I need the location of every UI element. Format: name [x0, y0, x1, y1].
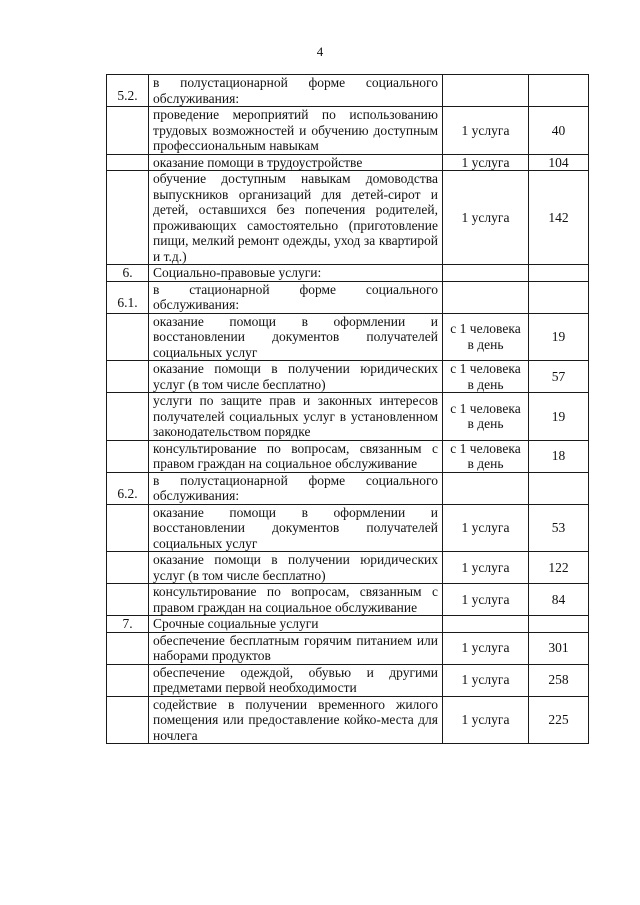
service-row [107, 171, 589, 265]
unit-of-measure: 1 услуга [443, 584, 529, 616]
service-name: оказание помощи в получении юридических услуг (в том числе бесплатно) [149, 361, 443, 393]
tariff-value [529, 472, 589, 504]
row-number [107, 664, 149, 696]
page-number: 4 [316, 44, 324, 59]
row-number [107, 696, 149, 744]
services-price-table [106, 74, 589, 744]
row-number [107, 107, 149, 155]
tariff-value: 301 [529, 632, 589, 664]
service-name: обеспечение бесплатным горячим питанием или наборами продуктов [149, 632, 443, 664]
service-row [107, 584, 589, 616]
unit-of-measure: с 1 человека в день [443, 440, 529, 472]
row-number [107, 393, 149, 441]
tariff-value: 19 [529, 313, 589, 361]
unit-of-measure: 1 услуга [443, 504, 529, 552]
service-name: услуги по защите прав и законных интересов получателей социальных услуг в установленном законодательством порядке [149, 393, 443, 441]
unit-of-measure [443, 472, 529, 504]
row-number [107, 171, 149, 265]
service-name: в полустационарной форме социального обслуживания: [149, 472, 443, 504]
service-name: в полустационарной форме социального обслуживания: [149, 75, 443, 107]
service-name: оказание помощи в получении юридических услуг (в том числе бесплатно) [149, 552, 443, 584]
service-name: консультирование по вопросам, связанным с правом граждан на социальное обслуживание [149, 440, 443, 472]
unit-of-measure: 1 услуга [443, 632, 529, 664]
service-row [107, 504, 589, 552]
row-number: 6. [107, 265, 149, 282]
unit-of-measure: 1 услуга [443, 696, 529, 744]
service-row [107, 107, 589, 155]
service-name: проведение мероприятий по использованию трудовых возможностей и обучению доступным профессиональным навыкам [149, 107, 443, 155]
service-row [107, 154, 589, 171]
tariff-value [529, 616, 589, 633]
row-number: 5.2. [107, 75, 149, 107]
unit-of-measure: 1 услуга [443, 154, 529, 171]
tariff-value [529, 265, 589, 282]
tariff-value: 225 [529, 696, 589, 744]
tariff-value: 53 [529, 504, 589, 552]
row-number [107, 154, 149, 171]
tariff-value: 104 [529, 154, 589, 171]
tariff-value: 40 [529, 107, 589, 155]
service-row [107, 313, 589, 361]
unit-of-measure: с 1 человека в день [443, 393, 529, 441]
row-number [107, 632, 149, 664]
row-number: 6.1. [107, 281, 149, 313]
tariff-value: 142 [529, 171, 589, 265]
service-name: консультирование по вопросам, связанным с правом граждан на социальное обслуживание [149, 584, 443, 616]
unit-of-measure: 1 услуга [443, 552, 529, 584]
tariff-value: 18 [529, 440, 589, 472]
service-name: оказание помощи в оформлении и восстановлении документов получателей социальных услуг [149, 504, 443, 552]
subsection-row [107, 472, 589, 504]
section-row [107, 265, 589, 282]
service-row [107, 696, 589, 744]
row-number [107, 361, 149, 393]
subsection-row [107, 281, 589, 313]
subsection-row [107, 75, 589, 107]
row-number [107, 440, 149, 472]
tariff-value: 57 [529, 361, 589, 393]
service-row [107, 664, 589, 696]
unit-of-measure: с 1 человека в день [443, 361, 529, 393]
service-row [107, 552, 589, 584]
row-number: 7. [107, 616, 149, 633]
unit-of-measure: 1 услуга [443, 171, 529, 265]
unit-of-measure [443, 281, 529, 313]
row-number: 6.2. [107, 472, 149, 504]
row-number [107, 504, 149, 552]
section-row [107, 616, 589, 633]
service-name: обучение доступным навыкам домоводства выпускников организаций для детей-сирот и детей, оставшихся без попечения родителей, проживающих самостоятельно (приготовление пищи, мелкий ремонт одежды, уход за квартирой и т.д.) [149, 171, 443, 265]
unit-of-measure [443, 265, 529, 282]
unit-of-measure [443, 616, 529, 633]
service-name: содействие в получении временного жилого помещения или предоставление койко-места для ночлега [149, 696, 443, 744]
row-number [107, 313, 149, 361]
service-row [107, 361, 589, 393]
tariff-value: 258 [529, 664, 589, 696]
service-row [107, 440, 589, 472]
tariff-value: 19 [529, 393, 589, 441]
row-number [107, 584, 149, 616]
row-number [107, 552, 149, 584]
service-name: оказание помощи в трудоустройстве [149, 154, 443, 171]
service-name: обеспечение одеждой, обувью и другими предметами первой необходимости [149, 664, 443, 696]
unit-of-measure: с 1 человека в день [443, 313, 529, 361]
service-row [107, 393, 589, 441]
service-name: Социально-правовые услуги: [149, 265, 443, 282]
service-row [107, 632, 589, 664]
service-name: в стационарной форме социального обслуживания: [149, 281, 443, 313]
unit-of-measure: 1 услуга [443, 107, 529, 155]
tariff-value [529, 281, 589, 313]
unit-of-measure: 1 услуга [443, 664, 529, 696]
tariff-value [529, 75, 589, 107]
service-name: Срочные социальные услуги [149, 616, 443, 633]
unit-of-measure [443, 75, 529, 107]
service-name: оказание помощи в оформлении и восстановлении документов получателей социальных услуг [149, 313, 443, 361]
tariff-value: 84 [529, 584, 589, 616]
tariff-value: 122 [529, 552, 589, 584]
